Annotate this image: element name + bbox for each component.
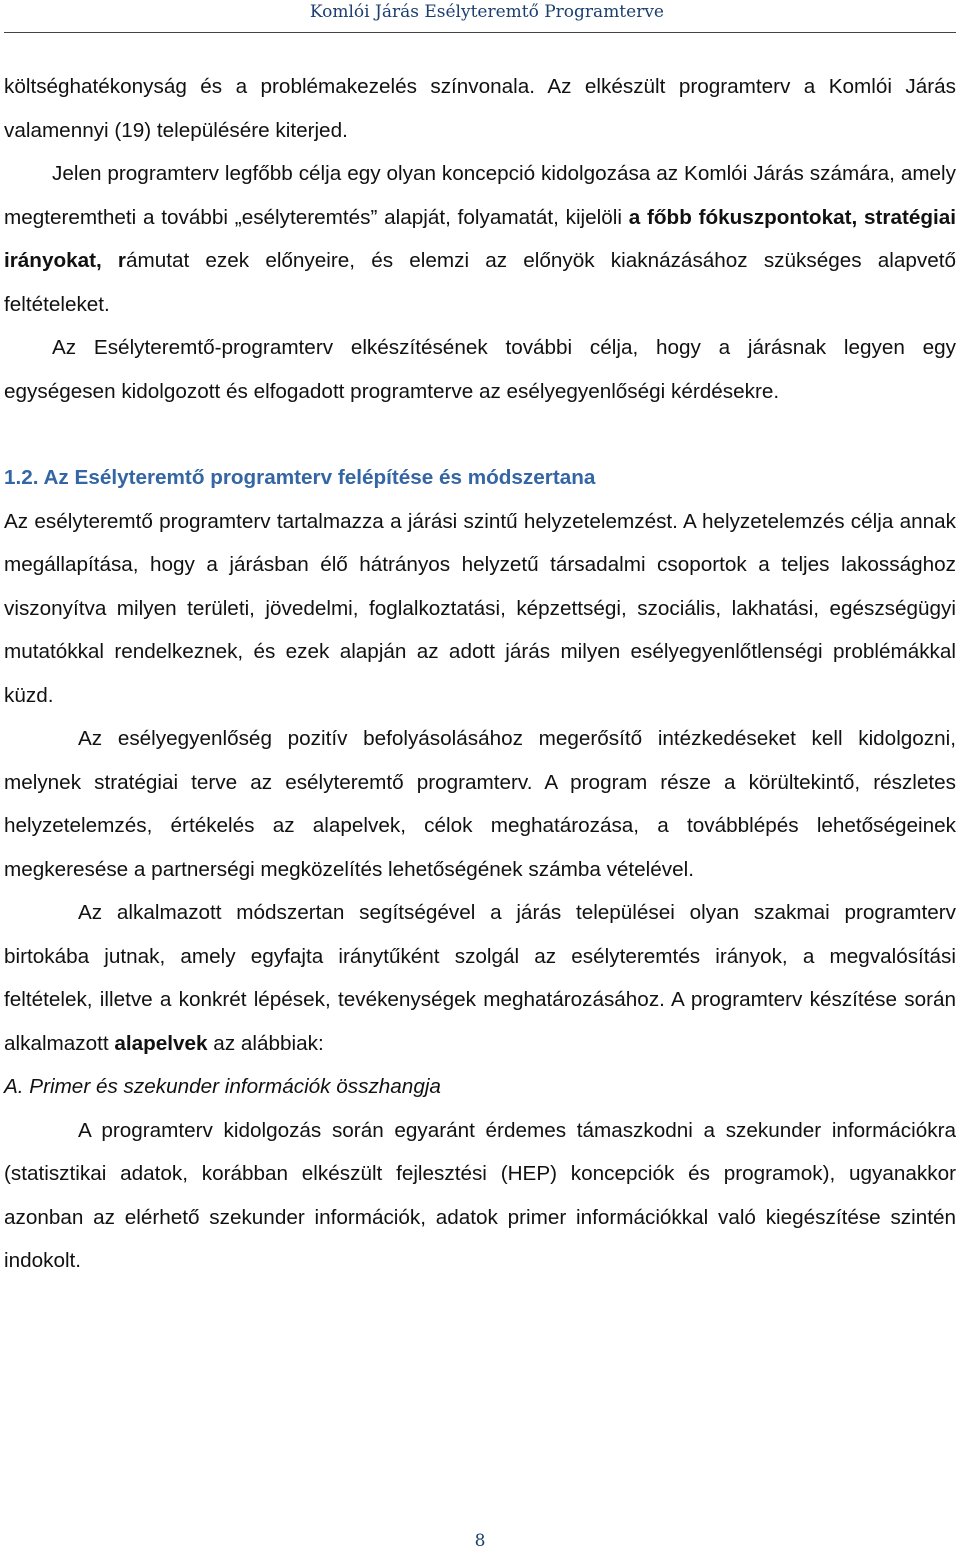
- document-body: [4, 65, 956, 1283]
- paragraph-2: [4, 152, 956, 326]
- paragraph-3: Az Esélyteremtő-programterv elkészítésének további célja, hogy a járásnak legyen egy egységesen kidolgozott és elfogadott programterve az esélyegyenlőségi kérdésekre.: [4, 336, 956, 403]
- paragraph-6-bold: alapelvek: [114, 1031, 208, 1055]
- paragraph-1: költséghatékonyság és a problémakezelés színvonala. Az elkészült programterv a Komlói Járás valamennyi (19) településére kiterjed.: [4, 75, 956, 142]
- paragraph-2-end: ámutat ezek előnyeire, és elemzi az előnyök kiaknázásához szükséges alapvető feltételeket.: [4, 249, 956, 316]
- paragraph-4: Az esélyteremtő programterv tartalmazza a járási szintű helyzetelemzést. A helyzetelemzés célja annak megállapítása, hogy a járásban élő hátrányos helyzetű társadalmi csoportok a teljes lakossághoz viszonyítva milyen területi, jövedelmi, foglalkoztatási, képzettségi, szociális, lakhatási, egészségügyi mutatókkal rendelkeznek, és ezek alapján az adott járás milyen esélyegyenlőtlenségi problémákkal küzd.: [4, 509, 956, 707]
- page-number: 8: [474, 1531, 486, 1551]
- header-divider: [4, 32, 956, 33]
- paragraph-6: [4, 891, 956, 1065]
- subheading-a: A. Primer és szekunder információk összhangja: [4, 1075, 441, 1098]
- paragraph-6-start: Az alkalmazott módszertan segítségével a járás települései olyan szakmai programterv birtokába jutnak, amely egyfajta iránytűként szolgál az esélyteremtés irányok, a megvalósítási feltételek, illetve a konkrét lépések, tevékenységek meghatározásához. A programterv készítése során alkalmazott: [4, 901, 956, 1055]
- header-title: Komlói Járás Esélyteremtő Programterve: [309, 2, 664, 22]
- paragraph-5: Az esélyegyenlőség pozitív befolyásolásához megerősítő intézkedéseket kell kidolgozni, melynek stratégiai terve az esélyteremtő programterv. A program része a körültekintő, részletes helyzetelemzés, értékelés az alapelvek, célok meghatározása, a továbblépés lehetőségeinek megkeresése a partnerségi megközelítés lehetőségének számba vételével.: [4, 727, 956, 881]
- paragraph-2-bold: a főbb fókuszpontokat, stratégiai irányokat, r: [4, 205, 956, 272]
- section-heading: [4, 456, 956, 500]
- page-header: [0, 0, 960, 40]
- paragraph-6-end: az alábbiak:: [207, 1031, 324, 1055]
- section-number: 1.2.: [4, 466, 39, 489]
- paragraph-2-start: Jelen programterv legfőbb célja egy olyan koncepció kidolgozása az Komlói Járás számára, amely megteremtheti a további „esélyteremtés” alapját, folyamatát, kijelöli: [4, 162, 956, 229]
- section-title: Az Esélyteremtő programterv felépítése és módszertana: [38, 466, 596, 489]
- paragraph-7: A programterv kidolgozás során egyaránt érdemes támaszkodni a szekunder információkra (statisztikai adatok, korábban elkészült fejlesztési (HEP) koncepciók és programok), ugyanakkor azonban az elérhető szekunder információk, adatok primer információkkal való kiegészítése szintén indokolt.: [4, 1118, 956, 1272]
- spacer: [4, 413, 956, 456]
